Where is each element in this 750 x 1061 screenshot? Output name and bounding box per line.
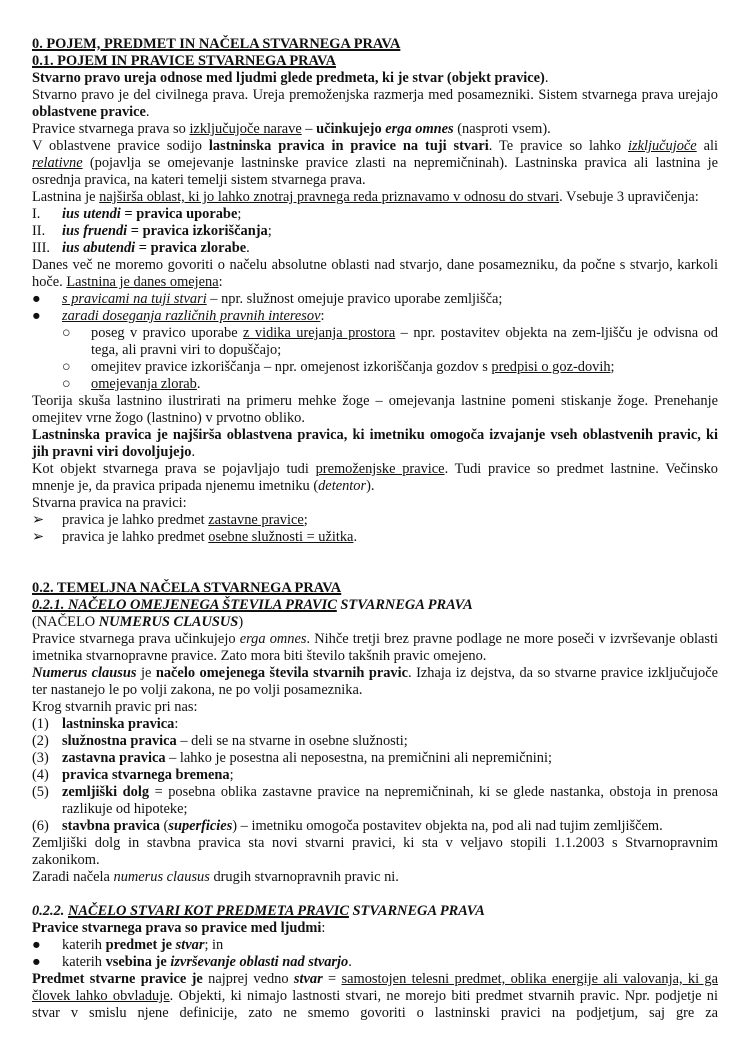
text-run: 0.2. TEMELJNA NAČELA STVARNEGA PRAVA	[32, 580, 342, 596]
section-heading	[32, 903, 718, 920]
text-run: Lastnina je	[32, 189, 100, 205]
list-item	[32, 716, 718, 733]
text-run: lastninska pravica in pravice na tuji stvari	[208, 138, 489, 154]
text-run: .	[544, 70, 549, 86]
text-run: najprej vedno	[202, 971, 294, 987]
list-marker: ●	[32, 308, 41, 324]
list-item	[32, 206, 718, 223]
list-item	[32, 308, 718, 325]
section-heading	[32, 36, 718, 53]
text-run: ) – imetniku omogoča postavitev objekta na, pod ali nad tujim zemljiščem.	[232, 818, 663, 834]
paragraph	[32, 920, 718, 937]
text-run: .	[191, 444, 196, 460]
text-run: pravica stvarnega bremena	[62, 767, 230, 783]
list-item	[32, 954, 718, 971]
text-run: :	[174, 716, 179, 732]
paragraph	[32, 257, 718, 291]
text-run: omejitev pravice izkoriščanja – npr. omejenost izkoriščanja gozdov s	[91, 359, 492, 375]
text-run: je	[136, 665, 156, 681]
text-run: erga omnes	[385, 121, 454, 137]
list-item	[32, 784, 718, 818]
text-run: – lahko je posestna ali neposestna, na premičnini ali nepremičnini;	[165, 750, 552, 766]
text-run: izvrševanje oblasti nad stvarjo	[170, 954, 349, 970]
text-run: –	[301, 121, 317, 137]
text-run: superficies	[168, 818, 233, 834]
text-run: katerih	[62, 954, 106, 970]
list-item	[32, 818, 718, 835]
list-item	[32, 291, 718, 308]
paragraph	[32, 614, 718, 631]
text-run: samostojen telesni predmet, oblika energije ali valovanja, ki ga človek lahko obvladuje	[32, 971, 719, 1004]
list-marker: I.	[32, 206, 41, 222]
list-marker: ○	[62, 359, 71, 375]
text-run: lastninska pravica	[62, 716, 175, 732]
text-run: Stvarno pravo je del civilnega prava. Ureja premoženjska razmerja med posamezniki. Sistem stvarnega prava urejajo	[32, 87, 718, 103]
text-run: Pravice stvarnega prava so	[32, 121, 190, 137]
text-run: izključujoče narave	[189, 121, 302, 137]
text-run: izključujoče	[627, 138, 697, 154]
text-run: ;	[237, 206, 242, 222]
text-run: služnostna pravica	[62, 733, 177, 749]
list-marker: (4)	[32, 767, 49, 783]
blank-line	[32, 886, 718, 903]
text-run: .	[348, 954, 352, 970]
text-run: (NAČELO	[32, 614, 99, 630]
blank-line	[32, 546, 718, 563]
text-run: Kot objekt stvarnega prava se pojavljajo tudi	[32, 461, 316, 477]
text-run: :	[320, 308, 325, 324]
paragraph	[32, 70, 718, 87]
text-run: ius fruendi	[62, 223, 128, 239]
sub-list-item	[32, 376, 718, 393]
text-run: pravica je lahko predmet	[62, 512, 209, 528]
paragraph	[32, 835, 718, 869]
text-run: ius utendi	[62, 206, 121, 222]
text-run: ;	[267, 223, 272, 239]
paragraph	[32, 138, 718, 189]
text-run: stvar	[175, 937, 205, 953]
text-run: Pravice stvarnega prava so pravice med ljudmi	[32, 920, 322, 936]
text-run: ;	[303, 512, 308, 528]
sub-list-item	[32, 359, 718, 376]
text-run: predmet je	[105, 937, 176, 953]
text-run: zastavne pravice	[208, 512, 304, 528]
list-marker: ●	[32, 954, 41, 970]
blank-line	[32, 563, 718, 580]
text-run: = pravica uporabe	[120, 206, 238, 222]
sub-list-item	[32, 325, 718, 359]
text-run: erga omnes	[239, 631, 307, 647]
text-run: poseg v pravico uporabe	[91, 325, 244, 341]
paragraph	[32, 189, 718, 206]
text-run: 0.2.2.	[32, 903, 68, 919]
list-marker: III.	[32, 240, 50, 256]
text-run: . Objekti, ki nimajo lastnosti stvari, ne morejo biti predmet stvarnih pravic. Npr. podjetje ni stvar v smislu njene definicije, zato ne smemo govoriti o lastninski pravici na podjetjum, saj gre za	[32, 988, 718, 1021]
list-marker: II.	[32, 223, 46, 239]
text-run: . Izhaja iz dejstva, da so stvarne pravice izključujoče ter nastanejo le po volji zakona, ne po volji posameznika.	[32, 665, 718, 698]
text-run: :	[218, 274, 223, 290]
text-run: Teorija skuša lastnino ilustrirati na primeru mehke žoge – omejevanja lastnine pomeni stiskanje žoge. Prenehanje omejitev vrne žogo (lastnino) v prvotno obliko.	[32, 393, 718, 426]
list-marker: (3)	[32, 750, 49, 766]
paragraph	[32, 461, 718, 495]
list-item	[32, 937, 718, 954]
list-marker: ●	[32, 291, 41, 307]
text-run: STVARNEGA PRAVA	[348, 903, 485, 919]
text-run: 0.2.1. NAČELO OMEJENEGA ŠTEVILA PRAVIC	[32, 597, 337, 613]
text-run: stavbna pravica	[62, 818, 160, 834]
text-run: z vidika urejanja prostora	[243, 325, 396, 341]
text-run: oblastvene pravice	[32, 104, 146, 120]
paragraph	[32, 665, 718, 699]
text-run: Predmet stvarne pravice je	[32, 971, 203, 987]
text-run: . Vsebuje 3 upravičenja:	[559, 189, 699, 205]
text-run: premoženjske pravice	[315, 461, 445, 477]
paragraph	[32, 393, 718, 427]
text-run: načelo omejenega števila stvarnih pravic	[155, 665, 408, 681]
text-run: :	[321, 920, 326, 936]
paragraph	[32, 869, 718, 886]
list-item	[32, 512, 718, 529]
text-run: 0.1. POJEM IN PRAVICE STVARNEGA PRAVA	[32, 53, 336, 69]
text-run: Zemljiški dolg in stavbna pravica sta novi stvarni pravici, ki sta v veljavo stopili 1.1.2003 s Stvarnopravnim zakonikom.	[32, 835, 718, 868]
text-run: Zaradi načela	[32, 869, 114, 885]
list-marker: (5)	[32, 784, 49, 800]
text-run: . Te pravice so lahko	[488, 138, 628, 154]
paragraph	[32, 87, 718, 121]
text-run: NAČELO STVARI KOT PREDMETA PRAVIC	[67, 903, 349, 919]
text-run: Danes več ne moremo govoriti o načelu absolutne oblasti nad stvarjo, dane posamezniku, da počne s stvarjo, karkoli hoče.	[32, 257, 718, 290]
list-item	[32, 767, 718, 784]
text-run: omejevanja zlorab	[91, 376, 197, 392]
text-run: = pravica zlorabe	[135, 240, 247, 256]
text-run: učinkujejo	[316, 121, 382, 137]
list-marker: (1)	[32, 716, 49, 732]
text-run: relativne	[32, 155, 83, 171]
text-run: Pravice stvarnega prava učinkujejo	[32, 631, 240, 647]
section-heading	[32, 597, 718, 614]
paragraph	[32, 699, 718, 716]
text-run: .	[353, 529, 358, 545]
text-run: Lastninska pravica je najširša oblastvena pravica, ki imetniku omogoča izvajanje vseh oblastvenih pravic, ki jih pravni viri dovoljujejo	[32, 427, 718, 460]
list-item	[32, 223, 718, 240]
text-run: predpisi o goz-dovih	[491, 359, 611, 375]
list-item	[32, 750, 718, 767]
text-run: .	[196, 376, 201, 392]
paragraph	[32, 631, 718, 665]
text-run: drugih stvarnopravnih pravic ni.	[209, 869, 399, 885]
text-run: (nasproti vsem).	[453, 121, 551, 137]
text-run: najširša oblast, ki jo lahko znotraj pravnega reda priznavamo v odnosu do stvari	[99, 189, 560, 205]
list-item	[32, 529, 718, 546]
list-marker: ●	[32, 937, 41, 953]
text-run: detentor	[318, 478, 367, 494]
section-heading	[32, 580, 718, 597]
text-run: ;	[610, 359, 615, 375]
text-run: ali	[696, 138, 719, 154]
text-run: zemljiški dolg	[62, 784, 150, 800]
text-run: ;	[229, 767, 234, 783]
text-run: (	[159, 818, 169, 834]
text-run: – deli se na stvarne in osebne služnosti;	[176, 733, 408, 749]
text-run: Stvarna pravica na pravici:	[32, 495, 187, 511]
text-run: zaradi doseganja različnih pravnih interesov	[62, 308, 321, 324]
text-run: )	[238, 614, 244, 630]
document-page	[32, 36, 718, 1022]
text-run: vsebina je	[105, 954, 171, 970]
text-run: .	[145, 104, 150, 120]
text-run: s pravicami na tuji stvari	[62, 291, 207, 307]
text-run: katerih	[62, 937, 106, 953]
paragraph	[32, 427, 718, 461]
paragraph	[32, 495, 718, 512]
text-run: Stvarno pravo ureja odnose med ljudmi glede predmeta, ki je stvar (objekt pravice)	[32, 70, 545, 86]
text-run: NUMERUS CLAUSUS	[98, 614, 239, 630]
text-run: 0. POJEM, PREDMET IN NAČELA STVARNEGA PRAVA	[32, 36, 401, 52]
text-run: = posebna oblika zastavne pravice na nepremičninah, ki se glede nastanka, obstoja in prenosa razlikuje od hipoteke;	[62, 784, 718, 817]
list-item	[32, 240, 718, 257]
text-run: . Tudi pravice so predmet lastnine. Večinsko mnenje je, da pravica pripada njenemu imetniku (	[32, 461, 718, 494]
text-run: STVARNEGA PRAVA	[336, 597, 473, 613]
text-run: Lastnina je danes omejena	[66, 274, 219, 290]
text-run: (pojavlja se omejevanje lastninske pravice zlasti na nepremičninah). Lastninska pravica ali lastnina je osrednja pravica, na kateri temelji sistem stvarnega prava.	[32, 155, 718, 188]
list-marker: (2)	[32, 733, 49, 749]
text-run: . Nihče tretji brez pravne podlage ne more poseči v izvrševanje oblasti imetnika stvarnopravne pravice. Zato mora biti število takšnih pravic omejeno.	[32, 631, 718, 664]
list-marker: ○	[62, 325, 71, 341]
text-run: pravica je lahko predmet	[62, 529, 209, 545]
text-run: V oblastvene pravice sodijo	[32, 138, 209, 154]
list-marker: ➢	[32, 529, 45, 545]
text-run: ius abutendi	[62, 240, 136, 256]
text-run: stvar	[293, 971, 323, 987]
text-run: – npr. služnost omejuje pravico uporabe zemljišča;	[206, 291, 503, 307]
text-run: zastavna pravica	[62, 750, 166, 766]
text-run: Krog stvarnih pravic pri nas:	[32, 699, 198, 715]
list-item	[32, 733, 718, 750]
text-run: – npr. postavitev objekta na zem-ljišču je odvisna od tega, ali pravni viri to dopuščajo;	[91, 325, 718, 358]
section-heading	[32, 53, 718, 70]
text-run: Numerus clausus	[32, 665, 137, 681]
text-run: osebne služnosti = užitka	[208, 529, 354, 545]
paragraph	[32, 971, 718, 1022]
text-run: numerus clausus	[113, 869, 210, 885]
text-run: ; in	[204, 937, 224, 953]
list-marker: ○	[62, 376, 71, 392]
text-run: =	[322, 971, 342, 987]
list-marker: ➢	[32, 512, 45, 528]
text-run: .	[246, 240, 250, 256]
text-run: ).	[366, 478, 375, 494]
list-marker: (6)	[32, 818, 49, 834]
paragraph	[32, 121, 718, 138]
text-run: = pravica izkoriščanja	[127, 223, 268, 239]
